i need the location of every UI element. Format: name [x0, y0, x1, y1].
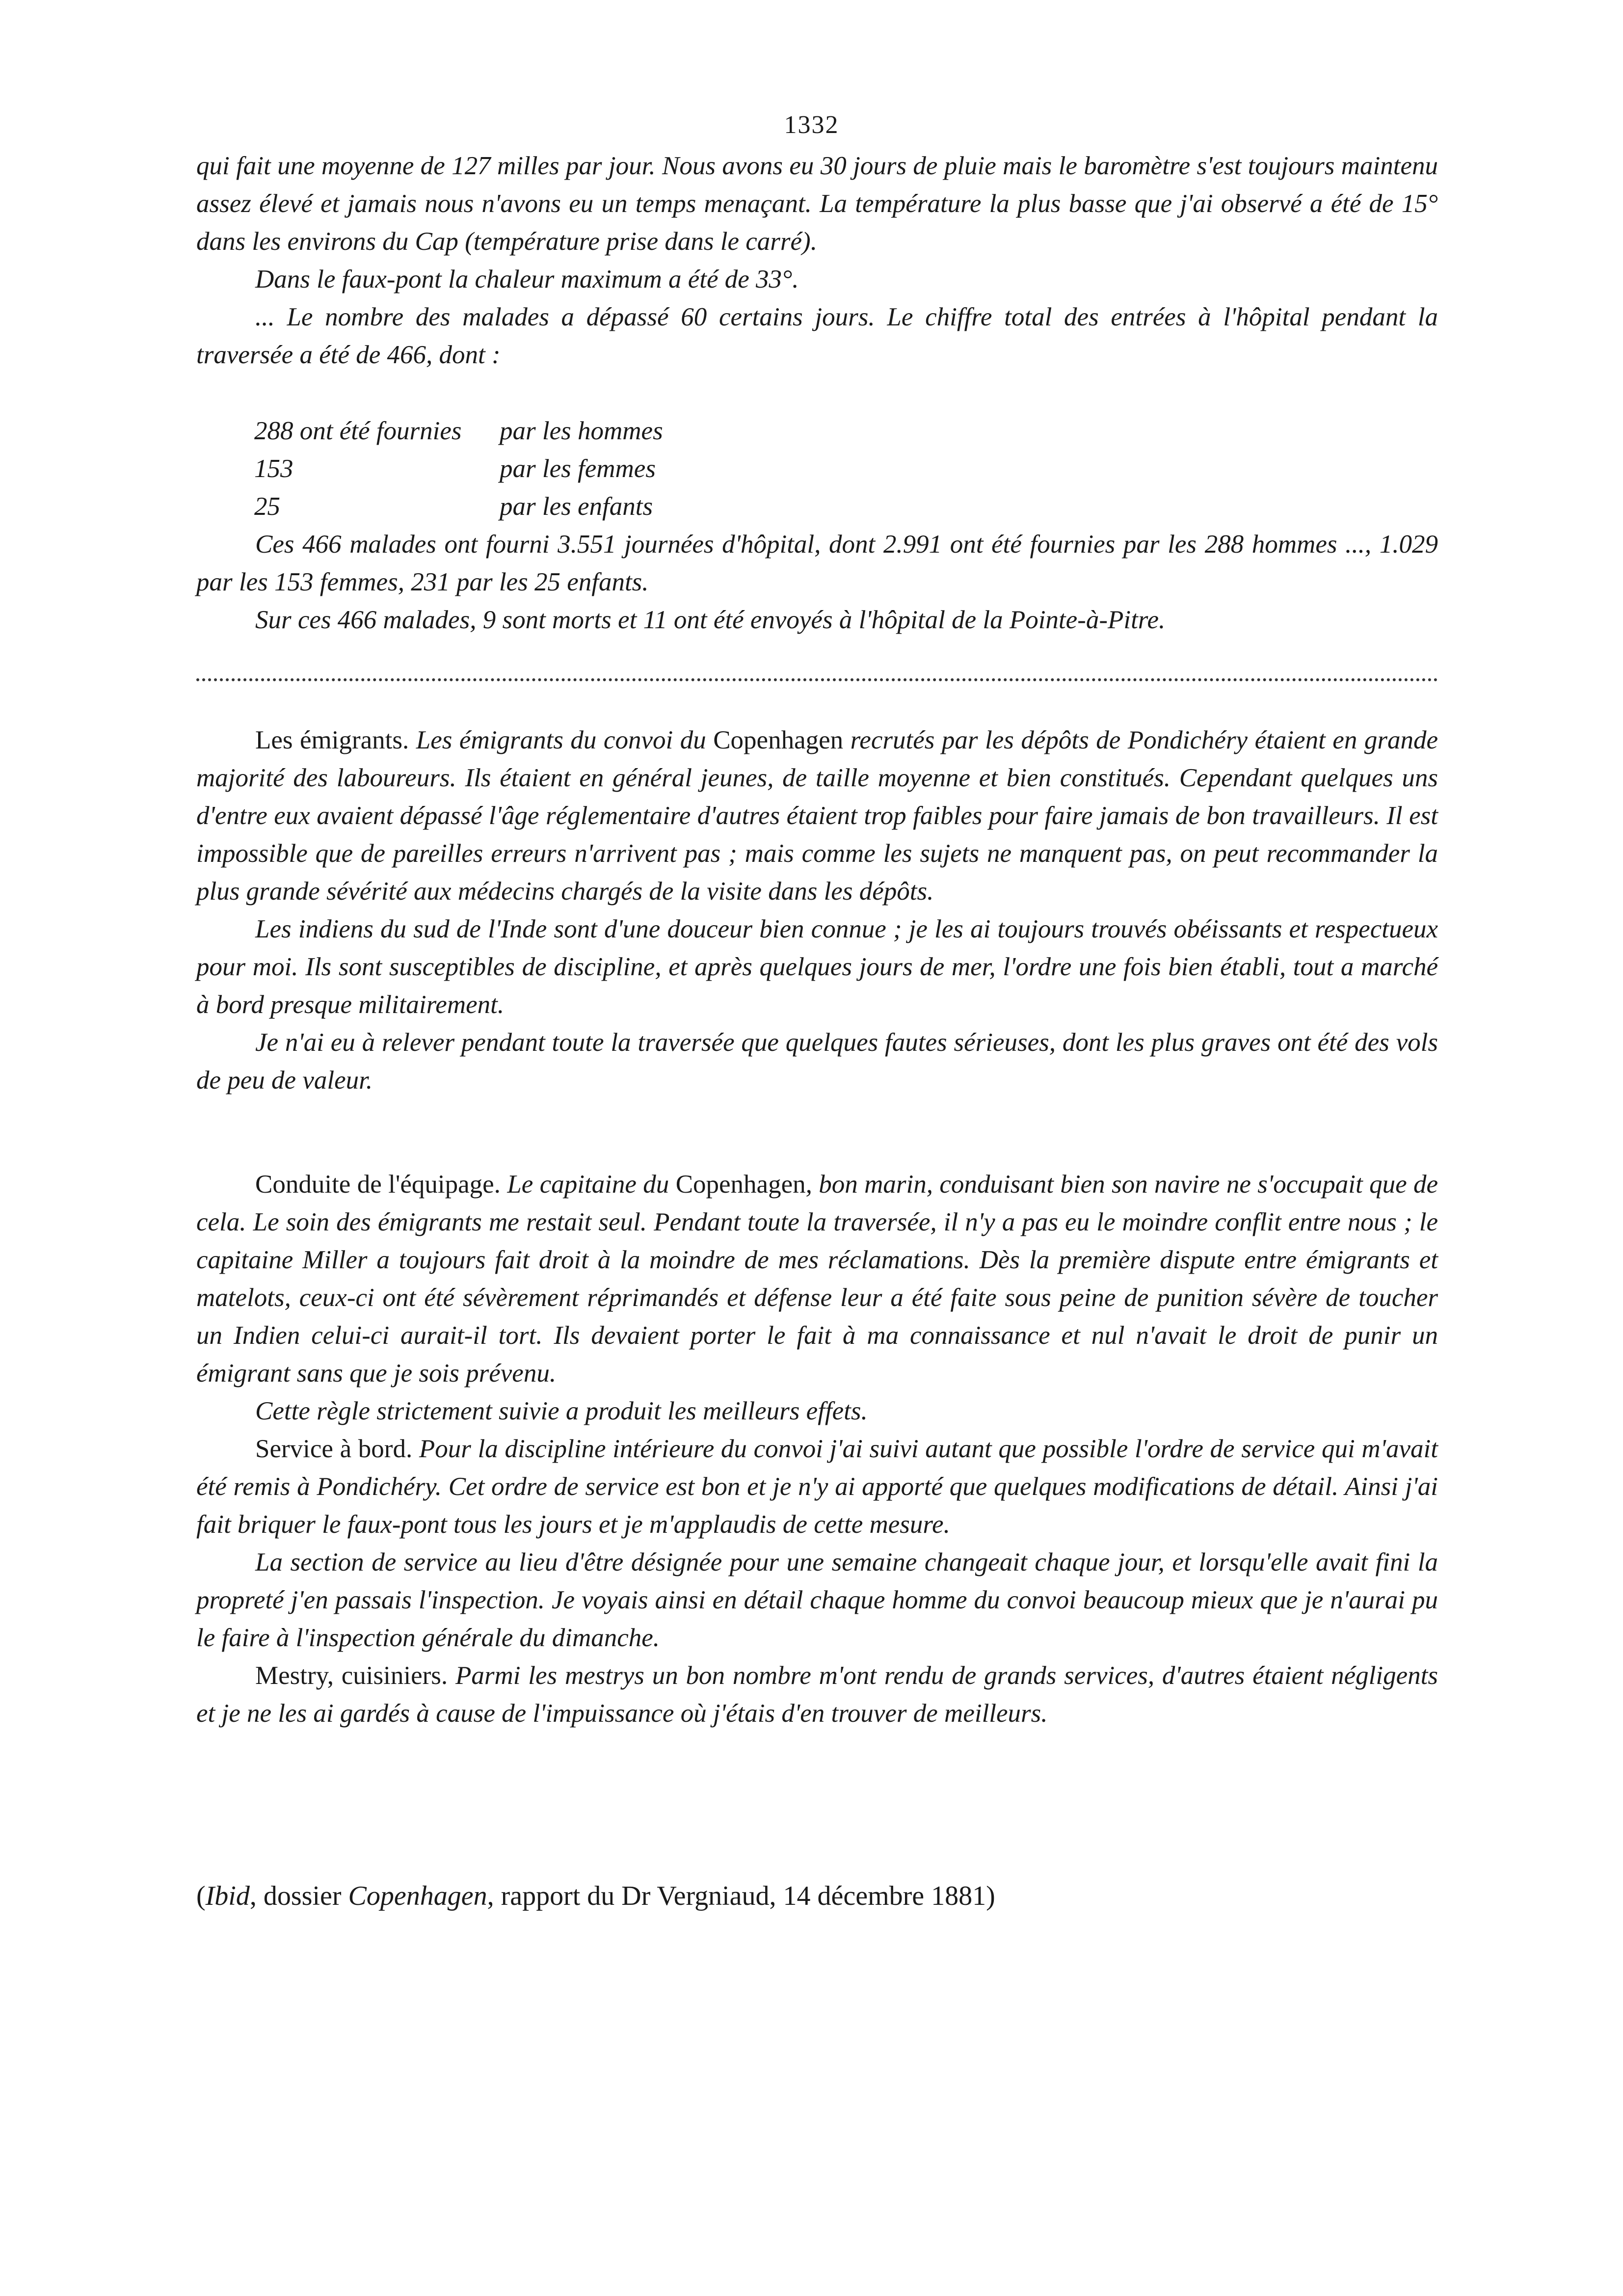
admissions-table: [254, 412, 663, 526]
after-table-paragraph-2: Sur ces 466 malades, 9 sont morts et 11 ont été envoyés à l'hôpital de la Pointe-à-Pitre.: [255, 606, 1166, 634]
conduite-heading: Conduite de l'équipage.: [255, 1170, 501, 1199]
ship-name: Copenhagen: [713, 726, 844, 754]
emigrants-section: [196, 721, 1438, 1099]
source-citation: [196, 1877, 995, 1915]
citation-rest: , rapport du Dr Vergniaud, 14 décembre 1881): [487, 1881, 995, 1911]
conduite-section: [196, 1166, 1438, 1733]
intro-section: [196, 147, 1438, 374]
service-heading: Service à bord.: [255, 1435, 413, 1463]
table-row-label: par les enfants: [500, 492, 653, 521]
emigrants-paragraph-3: Je n'ai eu à relever pendant toute la traversée que quelques fautes sérieuses, dont les plus graves ont été des vols de peu de valeur.: [196, 1028, 1438, 1095]
intro-paragraph-2: Dans le faux-pont la chaleur maximum a été de 33°.: [255, 265, 799, 294]
emigrants-heading: Les émigrants.: [255, 726, 409, 754]
emigrants-paragraph-2: Les indiens du sud de l'Inde sont d'une douceur bien connue ; je les ai toujours trouvés obéissants et respectueux pour moi. Ils sont susceptibles de discipline, et après quelques jours de mer, l'ordre une fois bien établi, tout a marché à bord presque militairement.: [196, 915, 1438, 1019]
mestry-text: Parmi les mestrys un bon nombre m'ont rendu de grands services, d'autres étaient négligents et je ne les ai gardés à cause de l'impuissance où j'étais d'en trouver de meilleurs.: [196, 1661, 1438, 1728]
page-number: 1332: [784, 111, 839, 139]
intro-paragraph-1: qui fait une moyenne de 127 milles par jour. Nous avons eu 30 jours de pluie mais le baromètre s'est toujours maintenu assez élevé et jamais nous n'avons eu un temps menaçant. La température la plus basse que j'ai observé a été de 15° dans les environs du Cap (température prise dans le carré).: [196, 152, 1438, 256]
conduite-paragraph-1: [196, 1166, 1438, 1392]
citation-ship: Copenhagen: [348, 1881, 487, 1911]
emigrants-text-b: recrutés par les dépôts de Pondichéry étaient en grande majorité des laboureurs. Ils étaient en général jeunes, de taille moyenne et bien constitués. Cependant quelques uns d'entre eux avaient dépassé l'âge réglementaire d'autres étaient trop faibles pour faire jamais de bon travailleurs. Il est impossible que de pareilles erreurs n'arrivent pas ; mais comme les sujets ne manquent pas, on peut recommander la plus grande sévérité aux médecins chargés de la visite dans les dépôts.: [196, 726, 1438, 906]
table-row: [254, 488, 663, 526]
service-paragraph-1: [196, 1430, 1438, 1544]
after-table-paragraph-1: Ces 466 malades ont fourni 3.551 journées d'hôpital, dont 2.991 ont été fournies par les 288 hommes ..., 1.029 par les 153 femmes, 231 par les 25 enfants.: [196, 530, 1438, 596]
dotted-separator: [196, 678, 1438, 681]
table-row: [254, 450, 663, 488]
service-paragraph-2: La section de service au lieu d'être désignée pour une semaine changeait chaque jour, et lorsqu'elle avait fini la propreté j'en passais l'inspection. Je voyais ainsi en détail chaque homme du convoi beaucoup mieux que je n'aurai pu le faire à l'inspection générale du dimanche.: [196, 1548, 1438, 1652]
mestry-paragraph: [196, 1657, 1438, 1733]
mestry-heading: Mestry, cuisiniers.: [255, 1661, 448, 1690]
conduite-text-a: Le capitaine du: [500, 1170, 676, 1199]
emigrants-text-a: Les émigrants du convoi du: [409, 726, 714, 754]
service-text: Pour la discipline intérieure du convoi j'ai suivi autant que possible l'ordre de service qui m'avait été remis à Pondichéry. Cet ordre de service est bon et je n'y ai apporté que quelques modifications de détail. Ainsi j'ai fait briquer le faux-pont tous les jours et je m'applaudis de cette mesure.: [196, 1435, 1438, 1539]
ship-name: Copenhagen: [675, 1170, 806, 1199]
table-row-count: 153: [254, 454, 293, 483]
table-row: [254, 412, 663, 450]
intro-paragraph-3: ... Le nombre des malades a dépassé 60 certains jours. Le chiffre total des entrées à l'hôpital pendant la traversée a été de 466, dont :: [196, 303, 1438, 369]
after-table-section: [196, 526, 1438, 639]
citation-mid: , dossier: [249, 1881, 348, 1911]
conduite-paragraph-2: Cette règle strictement suivie a produit les meilleurs effets.: [255, 1397, 868, 1425]
table-row-count: 288 ont été fournies: [254, 417, 462, 445]
conduite-text-b: , bon marin, conduisant bien son navire ne s'occupait que de cela. Le soin des émigrants me restait seul. Pendant toute la traversée, il n'y a pas eu le moindre conflit entre nous ; le capitaine Miller a toujours fait droit à la moindre de mes réclamations. Dès la première dispute entre émigrants et matelots, ceux-ci ont été sévèrement réprimandés et défense leur a été faite sous peine de punition sévère de toucher un Indien celui-ci aurait-il tort. Ils devaient porter le fait à ma connaissance et nul n'avait le droit de punir un émigrant sans que je sois prévenu.: [196, 1170, 1438, 1388]
table-row-label: par les hommes: [500, 417, 663, 445]
table-row-count: 25: [254, 492, 280, 521]
emigrants-paragraph-1: [196, 721, 1438, 910]
citation-open: (: [196, 1881, 206, 1911]
table-row-label: par les femmes: [500, 454, 656, 483]
citation-ibid: Ibid: [205, 1881, 250, 1911]
